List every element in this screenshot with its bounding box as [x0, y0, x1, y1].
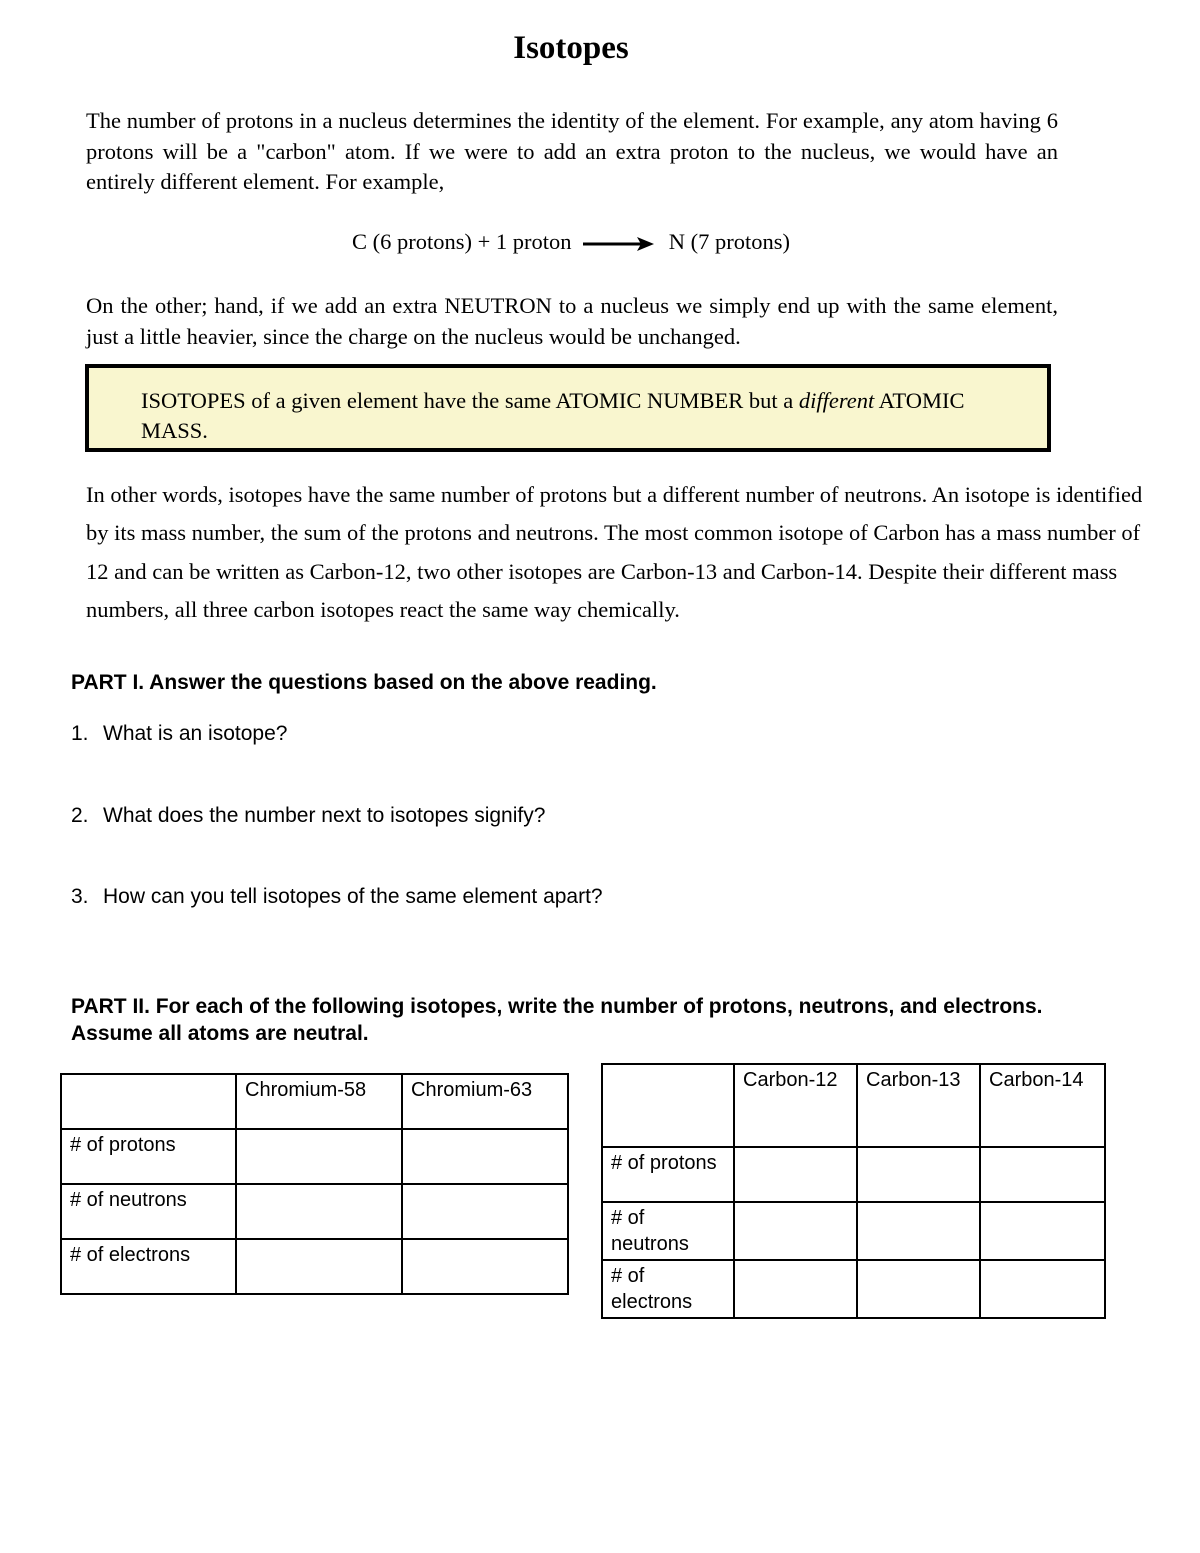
definition-text-end: ATOMIC MASS.: [141, 388, 965, 443]
question-text: How can you tell isotopes of the same element apart?: [103, 885, 603, 908]
answer-cell[interactable]: [236, 1184, 402, 1239]
column-header-carbon-14: Carbon-14: [980, 1064, 1105, 1147]
answer-cell[interactable]: [402, 1129, 568, 1184]
question-number: 2.: [71, 804, 89, 827]
answer-cell[interactable]: [980, 1202, 1105, 1260]
answer-cell[interactable]: [857, 1202, 980, 1260]
question-number: 1.: [71, 722, 89, 745]
question-2: [71, 804, 545, 828]
definition-text: [141, 386, 1001, 446]
column-header-carbon-13: Carbon-13: [857, 1064, 980, 1147]
equation-left: C (6 protons) + 1 proton: [351, 229, 572, 254]
row-label-protons: # of protons: [61, 1129, 236, 1184]
answer-cell[interactable]: [980, 1260, 1105, 1318]
table-header-row: [61, 1074, 568, 1129]
row-label-neutrons: # of neutrons: [61, 1184, 236, 1239]
question-text: What is an isotope?: [103, 722, 288, 745]
row-label-protons: # of protons: [602, 1147, 734, 1202]
answer-cell[interactable]: [734, 1260, 857, 1318]
answer-cell[interactable]: [402, 1184, 568, 1239]
table-corner-cell: [61, 1074, 236, 1129]
row-label-neutrons: # of neutrons: [602, 1202, 734, 1260]
definition-text-start: ISOTOPES of a given element have the same ATOMIC NUMBER but a: [141, 388, 799, 413]
equation-right: N (7 protons): [668, 229, 791, 254]
table-corner-cell: [602, 1064, 734, 1147]
answer-cell[interactable]: [857, 1260, 980, 1318]
column-header-chromium-63: Chromium-63: [402, 1074, 568, 1129]
answer-cell[interactable]: [236, 1239, 402, 1294]
column-header-chromium-58: Chromium-58: [236, 1074, 402, 1129]
answer-cell[interactable]: [857, 1147, 980, 1202]
page-title: Isotopes: [513, 30, 629, 66]
chromium-isotope-table: [60, 1073, 569, 1295]
answer-cell[interactable]: [734, 1147, 857, 1202]
neutron-paragraph: On the other; hand, if we add an extra NEUTRON to a nucleus we simply end up with the same element, just a little heavier, since the charge on the nucleus would be unchanged.: [86, 293, 1058, 349]
table-header-row: [602, 1064, 1105, 1147]
answer-cell[interactable]: [734, 1202, 857, 1260]
part2-heading: PART II. For each of the following isotopes, write the number of protons, neutrons, and electrons. Assume all atoms are neutral.: [71, 995, 1043, 1045]
definition-emphasis: different: [798, 388, 875, 413]
table-row: [602, 1147, 1105, 1202]
table-row: [61, 1239, 568, 1294]
question-1: [71, 722, 287, 746]
reaction-equation: [0, 229, 1142, 255]
table-row: [61, 1184, 568, 1239]
table-row: [602, 1202, 1105, 1260]
definition-callout-box: [85, 364, 1051, 452]
row-label-electrons: # of electrons: [61, 1239, 236, 1294]
question-number: 3.: [71, 885, 89, 908]
question-3: [71, 885, 603, 909]
answer-cell[interactable]: [236, 1129, 402, 1184]
answer-cell[interactable]: [402, 1239, 568, 1294]
question-text: What does the number next to isotopes signify?: [103, 804, 546, 827]
intro-paragraph: The number of protons in a nucleus determines the identity of the element. For example, any atom having 6 protons will be a "carbon" atom. If we were to add an extra proton to the nucleus, we would have an entirely different element. For example,: [86, 108, 1058, 194]
part1-heading: PART I. Answer the questions based on the above reading.: [71, 671, 657, 694]
right-arrow-icon: [583, 236, 655, 252]
table-row: [61, 1129, 568, 1184]
carbon-isotope-table: [601, 1063, 1106, 1319]
column-header-carbon-12: Carbon-12: [734, 1064, 857, 1147]
row-label-electrons: # of electrons: [602, 1260, 734, 1318]
table-row: [602, 1260, 1105, 1318]
answer-cell[interactable]: [980, 1147, 1105, 1202]
isotope-explanation-paragraph: In other words, isotopes have the same number of protons but a different number of neutrons. An isotope is identified by its mass number, the sum of the protons and neutrons. The most common isotope of Carbon has a mass number of 12 and can be written as Carbon-12, two other isotopes are Carbon-13 and Carbon-14. Despite their different mass numbers, all three carbon isotopes react the same way chemically.: [86, 482, 1143, 622]
